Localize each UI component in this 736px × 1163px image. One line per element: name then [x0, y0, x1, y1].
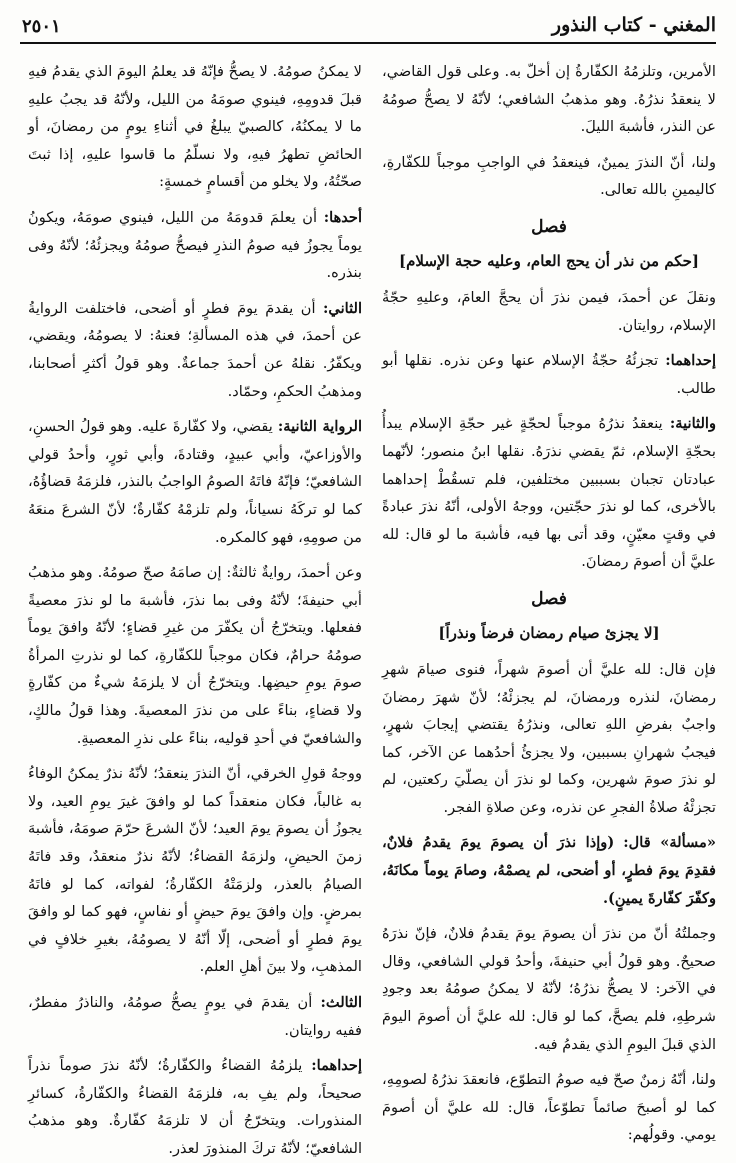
paragraph-label: أحدها:: [323, 208, 363, 226]
paragraph: وجملتُهُ أنّ من نذرَ أن يصومَ يومَ يقدمُ فلانٌ، فإنّ نذرَهُ صحيحٌ. وهو قولُ أبي حنيفةَ، وأحدُ قولي الشافعي، وقال في الآخر: لا يصحُّ نذرُهُ؛ لأنّهُ لا يمكنُ صومُهُ بعد وجودِ شرطِهِ، فلم يصحَّ، كما لو قال: لله عليَّ أن أصومَ اليومَ الذي قبلَ اليومِ الذي يقدمُ فيه.: [382, 925, 716, 1053]
paragraph: [382, 410, 716, 576]
paragraph-label: إحداهما:: [311, 1057, 363, 1075]
page-header: [22, 14, 716, 42]
paragraph-label: الثالث:: [320, 994, 362, 1011]
paragraph-text: تجزئُهُ حجّةُ الإسلام عنها وعن نذره. نقلها أبو طالب.: [382, 352, 716, 397]
masala-text: (وإذا نذرَ أن يصومَ يومَ يقدمُ فلانٌ، فقدِمَ يومَ فطرٍ، أو أضحى، لم يصمْهُ، وصامَ يوماً مكانَهُ، وكفّرَ كفّارةَ يمينٍ).: [382, 834, 716, 907]
masala-label: «مسألة» قال:: [623, 834, 716, 852]
paragraph-text: أن يقدمَ يومَ فطرٍ أو أضحى، فاختلفت الروايةُ عن أحمدَ، في هذه المسألةِ؛ فعنهُ: لا يصومُهُ، ويقضي، ويكفّرُ. نقلهُ عن أحمدَ جماعةٌ. وهو قولُ أكثرِ أصحابنا، ومذهبُ الحكمِ، وحمّاد.: [28, 299, 362, 400]
section-heading: فصل: [531, 588, 567, 609]
paragraph: ووجهُ قولِ الخرقي، أنّ النذرَ ينعقدُ؛ لأنّهُ نذرٌ يمكنُ الوفاءُ به غالباً، فكان منعقداً كما لو وافقَ غيرَ يومِ العيد، ولا يجوزُ أن يصومَ يومَ العيد؛ لأنّ الشرعَ حرّمَ صومَهُ، فأشبهَ زمنَ الحيضِ، ولزمَهُ القضاءُ؛ لأنّهُ نذرٌ منعقدٌ، وقد فاتَهُ الصيامُ بالعذر، ولزمَتْهُ الكفّارةُ؛ لفواته، كما لو فاتَهُ بمرضٍ. وإن وافقَ يومَ حيضٍ أو نفاسٍ، فهو كما لو وافقَ يومَ فطرٍ أو أضحى، إلّا أنّهُ لا يصومُهُ، بغيرِ خلافٍ في المذهبِ، ولا بينَ أهلِ العلم.: [28, 765, 362, 976]
paragraph: ولنا، أنّ النذرَ يمينٌ، فينعقدُ في الواجبِ موجباً للكفّارةِ، كاليمينِ بالله تعالى.: [382, 153, 716, 199]
section-title: [حكم من نذر أن يحج العام، وعليه حجة الإسلام]: [399, 251, 699, 270]
paragraph-text: أن يعلمَ قدومَهُ من الليل، فينوي صومَهُ، ويكونُ يوماً يجوزُ فيه صومُ النذرِ فيصحُّ صومُهُ ويجزئُهُ؛ لأنّهُ وفى بنذره.: [28, 208, 362, 282]
left-column: [28, 58, 363, 1157]
section-heading: فصل: [531, 216, 567, 237]
paragraph: لا يمكنُ صومُهُ. لا يصحُّ فإنّهُ قد يعلمُ اليومَ الذي يقدمُ فيهِ قبلَ قدومِهِ، فينوي صومَهُ من الليل، ولأنّهُ قد يجبُ عليهِ ما لا يمكنُهُ، كالصبيّ يبلغُ في أثناءِ يومٍ من رمضانَ، أو الحائضِ تطهرُ فيهِ، ولا نسلّمُ ما قاسوا عليهِ، إذا ثبتَ صحّتُهُ، ولا يخلو من أقسامٍ خمسةٍ:: [28, 63, 362, 191]
paragraph-label: الرواية الثانية:: [277, 418, 363, 436]
paragraph: [28, 295, 362, 405]
paragraph: [28, 989, 362, 1044]
paragraph-text: ينعقدُ نذرُهُ موجباً لحجّةٍ غير حجّةِ الإسلام يبدأُ بحجّةِ الإسلام، ثمّ يقضي نذرَهُ. نقلها ابنُ منصور؛ لأنّهما عبادتان تجبان بسببين مختلفين، فلم تسقُطْ إحداهما بالأخرى، كما لو نذرَ حجّتين، ووجهُ الأولى، أنّهُ نذرَ عبادةً في وقتٍ معيّنٍ، وقد أتى بها فيه، فأشبهَ ما لو قال: لله عليَّ أن أصومَ رمضانَ.: [382, 415, 716, 571]
section-title: [لا يجزئ صيام رمضان فرضاً ونذراً]: [438, 623, 660, 642]
running-title: المغني - كتاب النذور: [551, 14, 716, 36]
paragraph-label: الثاني:: [323, 299, 363, 317]
paragraph: [382, 347, 716, 402]
paragraph: [28, 204, 362, 287]
paragraph: [28, 413, 362, 551]
paragraph-label: إحداهما:: [665, 352, 717, 370]
paragraph-text: أن يقدمَ في يومٍ يصحُّ صومُهُ، والناذرُ مفطرٌ، ففيه روايتان.: [28, 994, 362, 1039]
paragraph-text: يقضي، ولا كفّارةَ عليه. وهو قولُ الحسنِ، والأوزاعيّ، وأبي عبيدٍ، وقتادةَ، وأبي ثورٍ، وأحدُ قولي الشافعيّ؛ فإنّهُ فاتَهُ الصومُ الواجبُ بالنذر، فلزمَهُ قضاؤُهُ، كما لو تركَهُ نسياناً، ولم تلزمْهُ كفّارةٌ؛ لأنّ الشرعَ منعَهُ من صومِهِ، فهو كالمكره.: [28, 418, 362, 546]
paragraph: الأمرين، وتلزمُهُ الكفّارةُ إن أخلّ به. وعلى قول القاضي، لا ينعقدُ نذرُهُ. وهو مذهبُ الشافعي؛ لأنّهُ لا يصحُّ صومُهُ عن النذر، فأشبهَ الليلَ.: [382, 63, 716, 136]
paragraph: فإن قال: لله عليَّ أن أصومَ شهراً، فنوى صيامَ شهرِ رمضانَ، لنذره ورمضانَ، لم يجزئْهُ؛ لأنّ شهرَ رمضانَ واجبٌ بفرضِ اللهِ تعالى، ونذرُهُ يقتضي إيجابَ شهرٍ، فيجبُ شهرانِ بسببين، ولا يجزئُ أحدُهما عن الآخر، كما لو نذرَ صومَ شهرين، وكما لو نذرَ أن يصلّيَ ركعتين، لم تجزئْهُ صلاةُ الفجرِ عن نذره، وعن صلاةِ الفجر.: [382, 660, 716, 816]
right-column: [382, 58, 717, 1144]
paragraph-text: يلزمُهُ القضاءُ والكفّارةُ؛ لأنّهُ نذرَ صوماً نذراً صحيحاً، ولم يفِ به، فلزمَهُ القضاءُ والكفّارةُ، كسائرِ المنذورات. ويتخرّجُ أن لا تلزمَهُ كفّارةٌ. وهو مذهبُ الشافعيّ؛ لأنّهُ تركَ المنذورَ لعذر.: [28, 1057, 362, 1157]
paragraph: [28, 1052, 362, 1162]
paragraph: وعن أحمدَ، روايةٌ ثالثةٌ: إن صامَهُ صحّ صومُهُ. وهو مذهبُ أبي حنيفةَ؛ لأنّهُ وفى بما نذرَ، فأشبهَ ما لو نذرَ معصيةً ففعلها. ويتخرّجُ أن يكفّرَ من غيرِ قضاءٍ؛ لأنّهُ وافقَ يوماً صومُهُ حرامٌ، فكان موجباً للكفّارةِ، كما لو نذرتِ المرأةُ صومَ يومِ حيضِها. ويتخرّجُ أن لا يلزمَهُ شيءٌ من كفّارةٍ ولا قضاءٍ، بناءً على من نذرَ المعصيةَ. وهذا قولُ مالكٍ، والشافعيّ في أحدِ قوليه، بناءً على نذرِ المعصيةِ.: [28, 564, 362, 747]
paragraph: ونقلَ عن أحمدَ، فيمن نذرَ أن يحجَّ العامَ، وعليهِ حجّةُ الإسلام، روايتان.: [382, 288, 716, 334]
paragraph-label: والثانية:: [669, 415, 716, 433]
header-rule: [20, 42, 716, 44]
page-number: ٢٥٠١: [22, 16, 61, 37]
paragraph: ولنا، أنّهُ زمنٌ صحّ فيه صومُ التطوّع، فانعقدَ نذرُهُ لصومِهِ، كما لو أصبحَ صائماً تطوّعاً، قال: لله عليَّ أن أصومَ يومي. وقولُهم:: [382, 1071, 716, 1144]
paragraph: [382, 829, 716, 912]
